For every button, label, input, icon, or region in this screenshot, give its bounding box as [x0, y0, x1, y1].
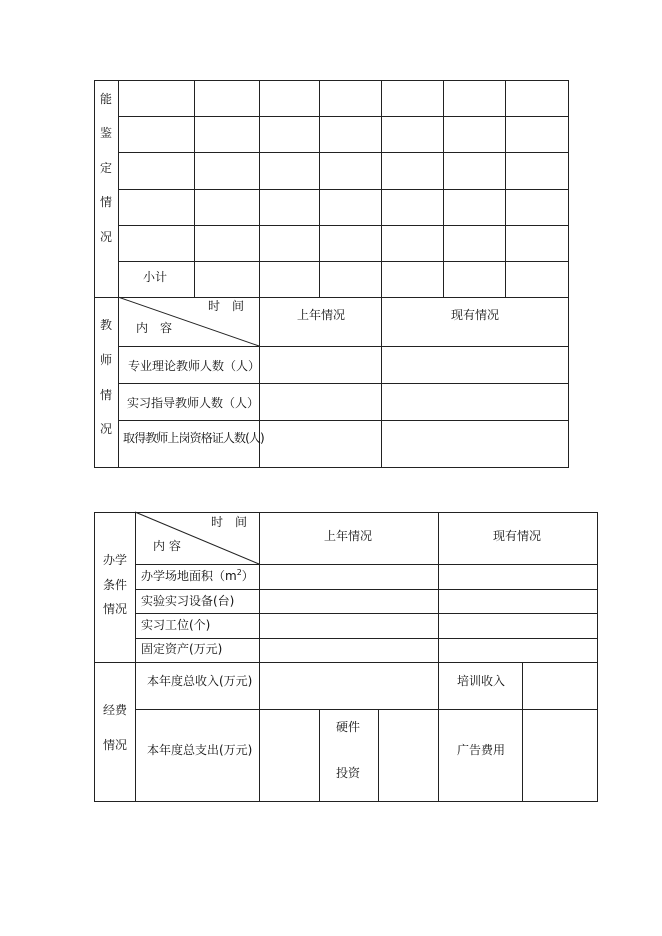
- t2-conditions-label: 条件: [103, 578, 128, 592]
- t1-col-line: [194, 80, 195, 298]
- t2-col-line: [522, 662, 523, 802]
- t1-row-line: [118, 420, 569, 421]
- t2-col-current: 现有情况: [493, 529, 542, 543]
- t1-subtotal-label: 小计: [143, 270, 168, 284]
- t2-investment: 投资: [336, 766, 361, 780]
- t2-row-area-label: 办学场地面积（m: [141, 569, 237, 583]
- t1-teacher-char: 况: [99, 422, 112, 436]
- t1-row-line: [118, 152, 569, 153]
- t1-border-top: [94, 80, 569, 81]
- t2-col-line: [259, 512, 260, 802]
- t2-header-time: 时 间: [211, 515, 248, 529]
- t1-row-line: [118, 383, 569, 384]
- t1-col-current: 现有情况: [451, 308, 500, 322]
- t2-income-label: 本年度总收入(万元): [147, 674, 253, 688]
- t1-row-line: [118, 261, 569, 262]
- t1-col-line: [381, 80, 382, 468]
- t2-row-label: 实习工位(个): [141, 618, 211, 632]
- t2-row-line: [135, 613, 598, 614]
- t1-col-line: [118, 80, 119, 468]
- t1-row-line: [118, 346, 569, 347]
- t1-col-line: [505, 80, 506, 298]
- t1-col-line: [319, 80, 320, 298]
- t1-row-label: 实习指导教师人数（人）: [127, 396, 260, 410]
- t1-row-label: 取得教师上岗资格证人数(人): [123, 431, 264, 445]
- t1-col-last-year: 上年情况: [297, 308, 346, 322]
- t1-row-label: 专业理论教师人数（人）: [128, 359, 261, 373]
- t1-teacher-char: 教: [99, 318, 112, 332]
- t1-ability-char: 情: [99, 195, 112, 209]
- t2-ad-fee: 广告费用: [457, 743, 506, 757]
- t1-header-content: 内 容: [136, 321, 173, 335]
- t1-border-bottom: [94, 467, 569, 468]
- t1-ability-char: 况: [99, 230, 112, 244]
- t2-row-area: [141, 569, 254, 583]
- t1-border-right: [568, 80, 569, 468]
- t2-row-area-close: ）: [241, 569, 254, 583]
- t2-row-line: [135, 564, 598, 565]
- t2-border-left: [94, 512, 95, 802]
- t1-col-line: [259, 80, 260, 468]
- t2-row-area-sup: 2: [236, 568, 242, 577]
- t2-funding-label: 情况: [103, 738, 128, 752]
- t2-col-line: [319, 709, 320, 802]
- t2-col-line: [378, 709, 379, 802]
- t1-teacher-char: 师: [99, 353, 112, 367]
- t2-col-line: [438, 512, 439, 802]
- t1-teacher-char: 情: [99, 388, 112, 402]
- t2-header-content: 内 容: [153, 539, 181, 553]
- t2-conditions-label: 办学: [103, 553, 128, 567]
- t1-row-line: [118, 189, 569, 190]
- t2-expense-label: 本年度总支出(万元): [147, 743, 253, 757]
- t2-hardware: 硬件: [336, 720, 361, 734]
- t2-conditions-label: 情况: [103, 602, 128, 616]
- t1-row-line: [118, 225, 569, 226]
- t2-row-label: 固定资产(万元): [141, 642, 223, 656]
- t2-row-line: [135, 638, 598, 639]
- t1-row-line: [118, 116, 569, 117]
- t2-funding-label: 经费: [103, 703, 128, 717]
- t2-col-last-year: 上年情况: [324, 529, 373, 543]
- t2-row-line: [135, 709, 598, 710]
- t1-col-line: [443, 80, 444, 298]
- t1-ability-char: 能: [99, 92, 112, 106]
- t2-border-right: [597, 512, 598, 802]
- t1-ability-char: 定: [99, 161, 112, 175]
- t1-ability-char: 鉴: [99, 126, 112, 140]
- t2-row-label: 实验实习设备(台): [141, 594, 235, 608]
- t2-row-line: [135, 589, 598, 590]
- t2-training-income: 培训收入: [457, 674, 506, 688]
- t1-header-time: 时 间: [208, 299, 245, 313]
